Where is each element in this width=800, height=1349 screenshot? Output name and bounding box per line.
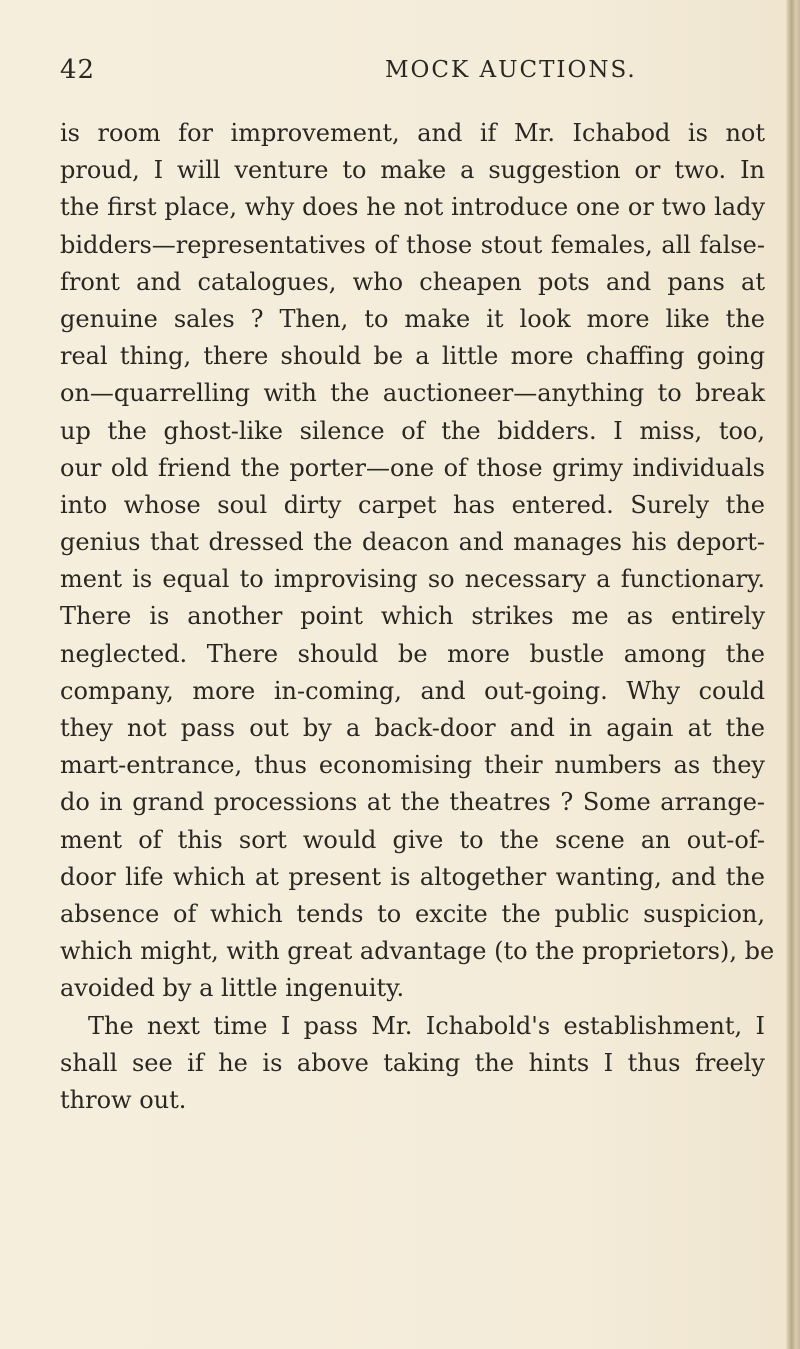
text-line: ment is equal to improvising so necessary a functionary. — [60, 565, 765, 594]
text-line: real thing, there should be a little more chaffing going — [60, 342, 765, 371]
page-number: 42 — [60, 55, 96, 85]
page-edge — [786, 0, 800, 1349]
body-text — [60, 115, 775, 1119]
text-line: avoided by a little ingenuity. — [60, 974, 405, 1003]
text-line: proud, I will venture to make a suggestion or two. In — [60, 156, 765, 185]
text-line: shall see if he is above taking the hints I thus freely — [60, 1048, 765, 1077]
text-line: they not pass out by a back-door and in again at the — [60, 714, 765, 742]
text-line: bidders—representatives of those stout females, all false- — [60, 230, 765, 259]
text-line: our old friend the porter—one of those grimy individuals — [60, 453, 765, 482]
text-line: throw out. — [60, 1085, 187, 1114]
text-line: The next time I pass Mr. Ichabold's establishment, I — [88, 1011, 765, 1040]
page-heading: MOCK AUCTIONS. — [385, 57, 637, 83]
text-line: on—quarrelling with the auctioneer—anything to break — [60, 379, 765, 408]
text-line: up the ghost-like silence of the bidders. I miss, too, — [60, 416, 765, 445]
text-line: into whose soul dirty carpet has entered. Surely the — [60, 490, 765, 519]
text-line: do in grand processions at the theatres ? Some arrange- — [60, 788, 765, 817]
text-line: company, more in-coming, and out-going. Why could — [60, 676, 765, 705]
text-line: mart-entrance, thus economising their numbers as they — [60, 751, 765, 780]
text-line: front and catalogues, who cheapen pots and pans at — [60, 267, 765, 296]
text-line: genuine sales ? Then, to make it look more like the — [60, 304, 765, 333]
running-head — [60, 55, 760, 95]
text-line: absence of which tends to excite the public suspicion, — [60, 899, 765, 928]
text-line: There is another point which strikes me as entirely — [60, 602, 765, 631]
text-line: the first place, why does he not introduce one or two lady — [60, 193, 765, 222]
text-line: genius that dressed the deacon and manages his deport- — [60, 528, 765, 557]
text-line: neglected. There should be more bustle among the — [60, 639, 765, 668]
text-line: is room for improvement, and if Mr. Ichabod is not — [60, 119, 765, 147]
text-line: which might, with great advantage (to the proprietors), be — [60, 937, 775, 966]
text-line: door life which at present is altogether wanting, and the — [60, 862, 765, 891]
text-line: ment of this sort would give to the scene an out-of- — [60, 825, 765, 854]
